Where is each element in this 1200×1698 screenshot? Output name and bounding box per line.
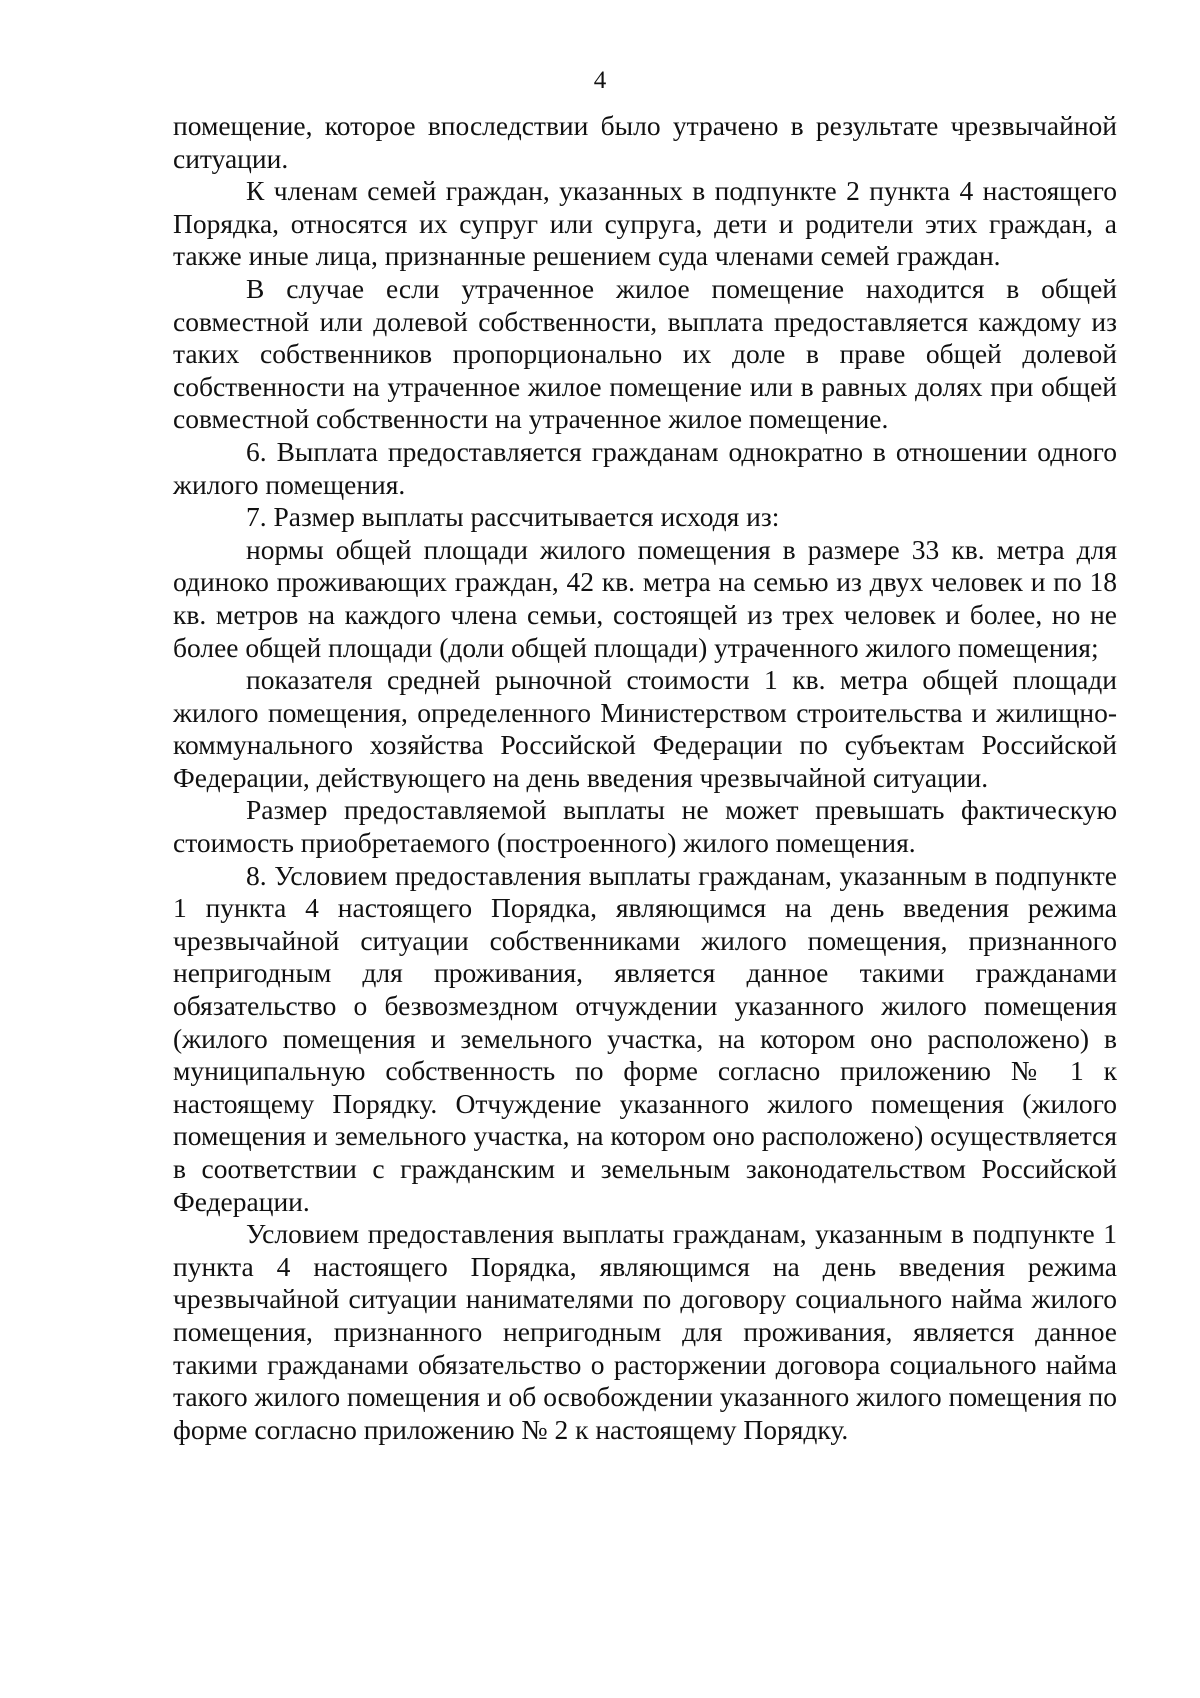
paragraph-payment-limit: Размер предоставляемой выплаты не может превышать фактическую стоимость приобретаемого (построенного) жилого помещения.	[173, 794, 1117, 859]
paragraph-shared-ownership: В случае если утраченное жилое помещение находится в общей совместной или долевой собственности, выплата предоставляется каждому из таких собственников пропорционально их доле в праве общей долевой собственности на утраченное жилое помещение или в равных долях при общей совместной собственности на утраченное жилое помещение.	[173, 272, 1117, 435]
paragraph-area-norms: нормы общей площади жилого помещения в размере 33 кв. метра для одиноко проживающих граждан, 42 кв. метра на семью из двух человек и по 18 кв. метров на каждого члена семьи, состоящей из трех человек и более, но не более общей площади (доли общей площади) утраченного жилого помещения;	[173, 533, 1117, 663]
paragraph-tenant-condition: Условием предоставления выплаты гражданам, указанным в подпункте 1 пункта 4 настоящего Порядка, являющимся на день введения режима чрезвычайной ситуации нанимателями по договору социального найма жилого помещения, признанного непригодным для проживания, является данное такими гражданами обязательство о расторжении договора социального найма такого жилого помещения и об освобождении указанного жилого помещения по форме согласно приложению № 2 к настоящему Порядку.	[173, 1218, 1117, 1445]
paragraph-market-price: показателя средней рыночной стоимости 1 кв. метра общей площади жилого помещения, определенного Министерством строительства и жилищно-коммунального хозяйства Российской Федерации по субъектам Российской Федерации, действующего на день введения чрезвычайной ситуации.	[173, 664, 1117, 793]
paragraph-item-7: 7. Размер выплаты рассчитывается исходя из:	[246, 501, 780, 533]
paragraph-item-8: 8. Условием предоставления выплаты гражданам, указанным в подпункте 1 пункта 4 настоящего Порядка, являющимся на день введения режима чрезвычайной ситуации собственниками жилого помещения, признанного непригодным для проживания, является данное такими гражданами обязательство о безвозмездном отчуждении указанного жилого помещения (жилого помещения и земельного участка, на котором оно расположено) в муниципальную собственность по форме согласно приложению № 1 к настоящему Порядку. Отчуждение указанного жилого помещения (жилого помещения и земельного участка, на котором оно расположено) осуществляется в соответствии с гражданским и земельным законодательством Российской Федерации.	[173, 859, 1117, 1217]
page-number: 4	[593, 67, 607, 94]
paragraph-family-members: К членам семей граждан, указанных в подпункте 2 пункта 4 настоящего Порядка, относятся их супруг или супруга, дети и родители этих граждан, а также иные лица, признанные решением суда членами семей граждан.	[173, 175, 1117, 272]
paragraph-item-6: 6. Выплата предоставляется гражданам однократно в отношении одного жилого помещения.	[173, 435, 1117, 500]
document-body	[173, 110, 1117, 1446]
paragraph-continuation: помещение, которое впоследствии было утрачено в результате чрезвычайной ситуации.	[173, 110, 1117, 174]
